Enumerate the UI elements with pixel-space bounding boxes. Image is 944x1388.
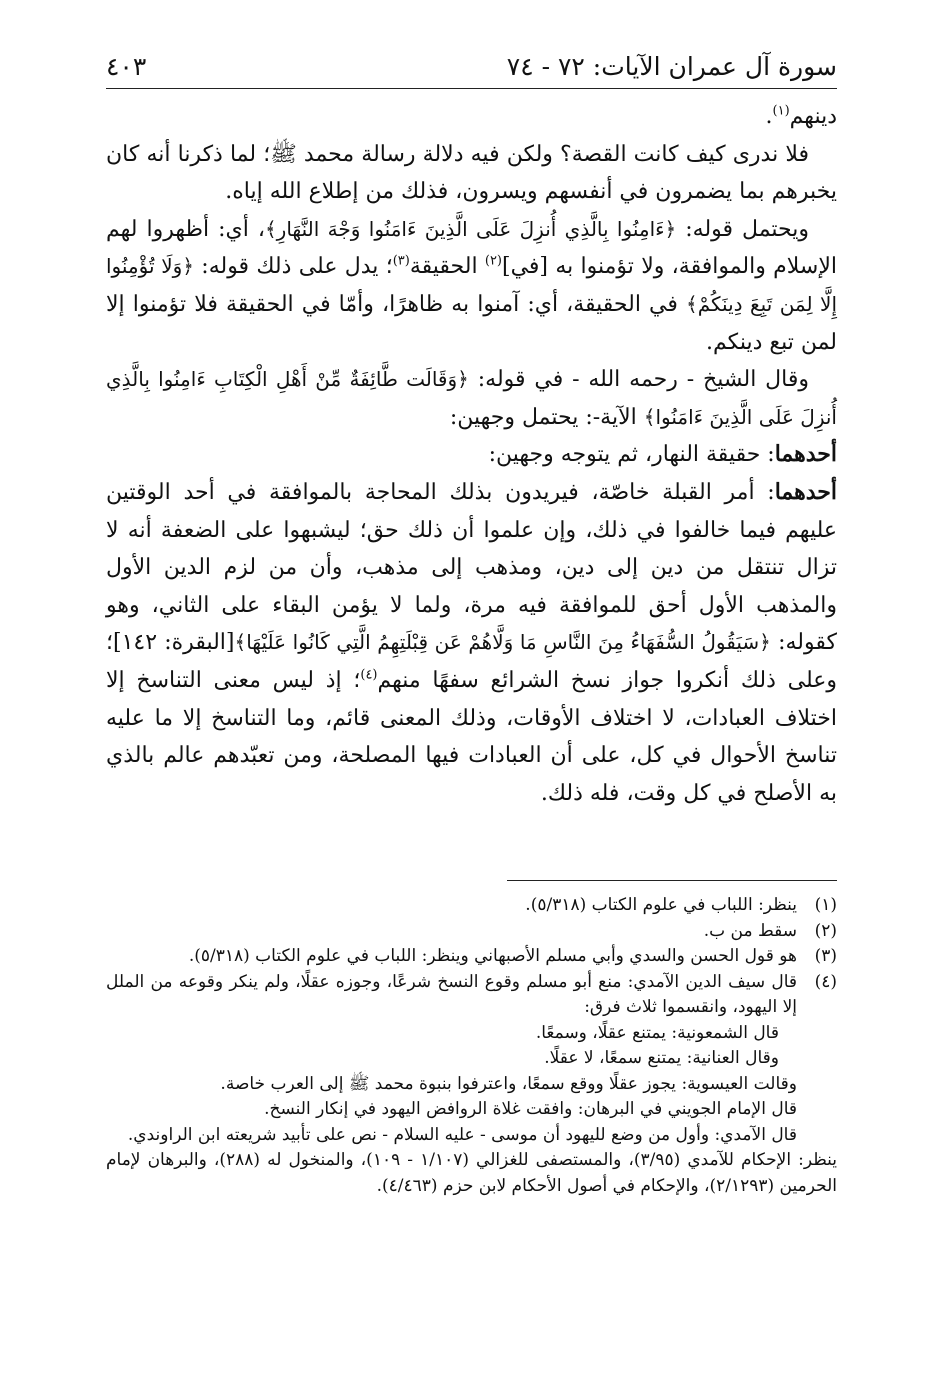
quran-verse: ﴿سَيَقُولُ السُّفَهَاءُ مِنَ النَّاسِ مَا وَلَّاهُمْ عَن قِبْلَتِهِمُ الَّتِي كَانُوا عَلَيْهَا﴾ bbox=[234, 630, 771, 655]
footnote-ref-3: (٣) bbox=[392, 254, 410, 270]
paragraph-3: وقال الشيخ - رحمه الله - في قوله: ﴿وَقَالَت طَّائِفَةٌ مِّنْ أَهْلِ الْكِتَابِ ءَامِنُوا بِالَّذِي أُنزِلَ عَلَى الَّذِينَ ءَامَنُوا﴾ الآية-: يحتمل وجهين: bbox=[106, 367, 837, 430]
quran-verse: ﴿وَلَا تُؤْمِنُوا إِلَّا لِمَن تَبِعَ دِينَكُمْ﴾ bbox=[106, 254, 837, 316]
footnote-4-references: ينظر: الإحكام للآمدي (٣/٩٥)، والمستصفى للغزالي (١/١٠٧ - ١٠٩)، والمنخول له (٢٨٨)، والبرهان لإمام الحرمين (٢/١٢٩٣)، والإحكام في أصول الأحكام لابن حزم (٤/٤٦٣). bbox=[106, 1150, 838, 1196]
footnote-separator bbox=[507, 880, 837, 881]
section-label: أحدهما bbox=[774, 441, 837, 468]
footnote-ref-4: (٤) bbox=[360, 667, 378, 683]
paragraph-1: فلا ندرى كيف كانت القصة؟ ولكن فيه دلالة رسالة محمد ﷺ؛ لما ذكرنا أنه كان يخبرهم بما يضمرون في أنفسهم ويسرون، فذلك من إطلاع الله إياه. bbox=[106, 141, 837, 205]
paragraph-4: أحدهما: حقيقة النهار، ثم يتوجه وجهين: bbox=[488, 441, 837, 468]
footnote-2: (٢) سقط من ب. bbox=[703, 920, 837, 941]
footnote-3: (٣) هو قول الحسن والسدي وأبي مسلم الأصبهاني وينظر: اللباب في علوم الكتاب (٥/٣١٨). bbox=[188, 946, 837, 966]
running-header bbox=[106, 52, 837, 89]
paragraph-2: ويحتمل قوله: ﴿ءَامِنُوا بِالَّذِي أُنزِلَ عَلَى الَّذِينَ ءَامَنُوا وَجْهَ النَّهَارِ﴾، أي: أظهروا لهم الإسلام والموافقة، ولا تؤمنوا به [في]$^{(٢)}$ الحقيقة$^{(٣)}$؛ يدل على ذلك قوله: ﴿وَلَا تُؤْمِنُوا إِلَّا لِمَن تَبِعَ دِينَكُمْ﴾ في الحقيقة، أي: آمنوا به ظاهرًا، وأمّا في الحقيقة فلا تؤمنوا إلا لمن تبع دينكم. bbox=[106, 216, 837, 355]
footnote-1: (١) ينظر: اللباب في علوم الكتاب (٥/٣١٨). bbox=[525, 895, 837, 915]
footnotes bbox=[106, 893, 837, 1199]
footnote-ref-1: (١) bbox=[772, 103, 790, 119]
paragraph-0: دينهم$^{(١)}$. bbox=[765, 103, 837, 129]
quran-verse: ﴿ءَامِنُوا بِالَّذِي أُنزِلَ عَلَى الَّذِينَ ءَامَنُوا وَجْهَ النَّهَارِ﴾ bbox=[264, 216, 677, 241]
page-number: ٤٠٣ bbox=[106, 52, 147, 81]
footnote-4: (٤) قال سيف الدين الآمدي: منع أبو مسلم وقوع النسخ شرعًا، وجوزه عقلًا، ولم ينكر وقوعه من الملل إلا اليهود، وانقسموا ثلاث فرق: قال الشمعونية: يمتنع عقلًا، وسمعًا. وقال العنانية: يمتنع سمعًا، لا عقلًا. وقالت العيسوية: يجوز عقلًا ووقع سمعًا، واعترفوا بنبوة محمد ﷺ إلى العرب خاصة. قال الإمام الجويني في البرهان: وافقت غلاة الروافض اليهود في إنكار النسخ. قال الآمدي: وأول من وضع لليهود أن موسى - عليه السلام - نص على تأبيد شريعته ابن الراوندي. bbox=[106, 971, 837, 1145]
section-label: أحدهما bbox=[774, 478, 837, 505]
footnote-ref-2: (٢) bbox=[484, 254, 502, 270]
paragraph-5: أحدهما: أمر القبلة خاصّة، فيريدون بذلك المحاجة بالموافقة في أحد الوقتين عليهم فيما خالفوا في ذلك، وإن علموا أن ذلك حق؛ ليشبهوا على الضعفة أنه لا تزال تنتقل من دين إلى دين، ومذهب إلى مذهب، وأن من لزم الدين الأول والمذهب الأول أحق للموافقة فيه مرة، ولما لا يؤمن البقاء على الثاني، وهو كقوله: ﴿سَيَقُولُ السُّفَهَاءُ مِنَ النَّاسِ مَا وَلَّاهُمْ عَن قِبْلَتِهِمُ الَّتِي كَانُوا عَلَيْهَا﴾[البقرة: ١٤٢]؛ وعلى ذلك أنكروا جواز نسخ الشرائع سفهًا منهم$^{(٤)}$؛ إذ ليس معنى التناسخ إلا اختلاف العبادات، لا اختلاف الأوقات، وذلك المعنى قائم، وما التناسخ إلا ما عليه تناسخ الأحوال في كل، على أن العبادات فيها المصلحة، ومن تعبّدهم عالم بالذي به الأصلح في كل وقت، فله ذلك. bbox=[106, 478, 837, 806]
quran-verse: ﴿وَقَالَت طَّائِفَةٌ مِّنْ أَهْلِ الْكِتَابِ ءَامِنُوا بِالَّذِي أُنزِلَ عَلَى الَّذِينَ ءَامَنُوا﴾ bbox=[106, 367, 837, 429]
surah-title: سورة آل عمران الآيات: ٧٢ - ٧٤ bbox=[506, 52, 837, 81]
main-text bbox=[106, 98, 837, 812]
